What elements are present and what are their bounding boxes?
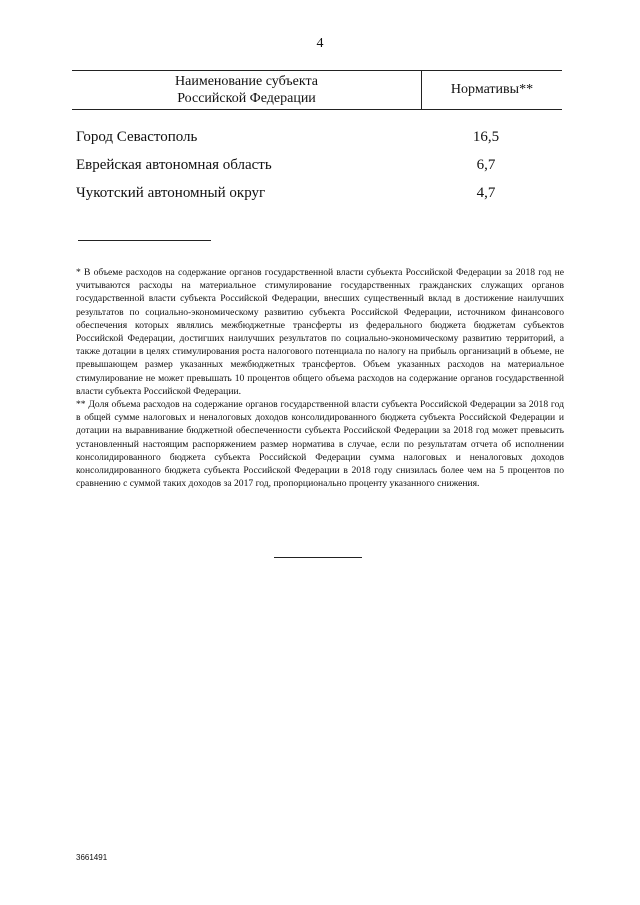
header-norms: Нормативы** — [450, 82, 534, 97]
row-subject-name: Еврейская автономная область — [76, 157, 272, 173]
footnote-2: ** Доля объема расходов на содержание органов государственной власти субъекта Российской Федерации за 2018 год в общей сумме налоговых и неналоговых доходов консолидированного бюджета субъекта Российской Федерации и дотации на выравнивание бюджетной обеспеченности субъекта Российской Федерации за 2018 год может превысить установленный настоящим распоряжением размер норматива в случае, если по результатам отчета об исполнении консолидированного бюджета субъекта Российской Федерации сумма налоговых и неналоговых доходов консолидированного бюджета субъекта Российской Федерации в 2018 году снизилась более чем на 5 процентов по сравнению с суммой таких доходов за 2017 год, пропорционально проценту указанного снижения. — [76, 399, 564, 490]
header-subject-name — [72, 71, 422, 109]
table-row — [76, 156, 516, 184]
table-header — [72, 70, 562, 110]
row-norm-value: 6,7 — [476, 157, 496, 173]
footnotes — [76, 266, 564, 490]
end-separator — [274, 557, 362, 558]
page-number: 4 — [316, 36, 324, 51]
table-body — [76, 128, 516, 212]
header-subject-line2: Российской Федерации — [177, 91, 316, 106]
document-code: 3661491 — [76, 853, 108, 862]
row-subject-name: Город Севастополь — [76, 129, 198, 145]
row-norm-value: 4,7 — [476, 185, 496, 201]
table-row — [76, 128, 516, 156]
footnote-separator — [78, 240, 211, 241]
table-row — [76, 184, 516, 212]
row-subject-name: Чукотский автономный округ — [76, 185, 266, 201]
header-subject-line1: Наименование субъекта — [175, 74, 318, 89]
footnote-1: * В объеме расходов на содержание органов государственной власти субъекта Российской Федерации за 2018 год не учитываются расходы на материальное стимулирование государственных гражданских служащих органов государственной власти субъекта Российской Федерации, внесших существенный вклад в достижение наилучших результатов по социально-экономическому развитию субъекта Российской Федерации, источником финансового обеспечения которых являлись межбюджетные трансферты из федерального бюджета бюджетам субъектов Российской Федерации, достигших наилучших результатов по социально-экономическому развитию территорий, а также дотации в целях стимулирования роста налогового потенциала по налогу на прибыль организаций в объеме, не превышающем размер указанных межбюджетных трансфертов. Объем указанных расходов на материальное стимулирование не может превышать 10 процентов общего объема расходов на содержание органов государственной власти субъекта Российской Федерации. — [76, 267, 564, 397]
row-norm-value: 16,5 — [472, 129, 500, 145]
